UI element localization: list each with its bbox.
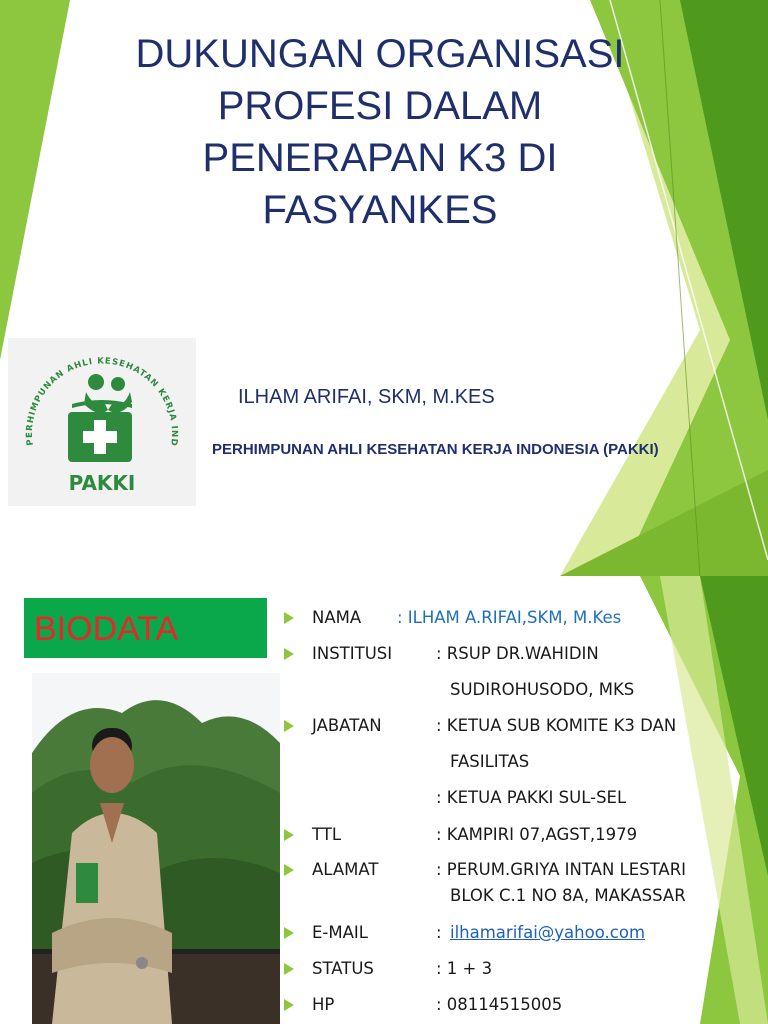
bio-value: : KAMPIRI 07,AGST,1979 xyxy=(436,825,638,844)
title-line: FASYANKES xyxy=(262,188,498,232)
bio-value: SUDIROHUSODO, MKS xyxy=(450,680,635,699)
bio-value: : ILHAM A.RIFAI,SKM, M.Kes xyxy=(397,608,622,627)
bullet-icon xyxy=(284,963,294,975)
pakki-logo-icon xyxy=(8,338,196,506)
bio-value: FASILITAS xyxy=(450,752,530,771)
biodata-heading: BIODATA xyxy=(34,610,179,648)
bullet-icon xyxy=(284,999,294,1011)
profile-photo xyxy=(32,673,280,1024)
bio-value: : KETUA SUB KOMITE K3 DAN xyxy=(436,716,677,735)
bio-label: ALAMAT xyxy=(312,860,379,879)
bullet-icon xyxy=(284,720,294,732)
bio-label: INSTITUSI xyxy=(312,644,393,663)
bio-label: HP xyxy=(312,995,335,1014)
biodata-slide xyxy=(0,576,768,1024)
slide-title xyxy=(80,28,680,236)
pakki-logo xyxy=(8,338,196,506)
bio-value: : KETUA PAKKI SUL-SEL xyxy=(436,788,627,807)
title-line: PENERAPAN K3 DI xyxy=(202,136,558,180)
title-line: PROFESI DALAM xyxy=(217,84,543,128)
bullet-icon xyxy=(284,648,294,660)
title-line: DUKUNGAN ORGANISASI xyxy=(135,32,625,76)
bullet-icon xyxy=(284,829,294,841)
bio-value-prefix: : xyxy=(436,923,442,942)
bullet-icon xyxy=(284,864,294,876)
bio-label: E-MAIL xyxy=(312,923,368,942)
bio-value: : 08114515005 xyxy=(436,995,563,1014)
bio-value: BLOK C.1 NO 8A, MAKASSAR xyxy=(450,886,686,905)
biodata-heading-box xyxy=(24,598,267,658)
email-link[interactable]: ilhamarifai@yahoo.com xyxy=(450,923,646,942)
author-name: ILHAM ARIFAI, SKM, M.KES xyxy=(238,386,495,408)
bio-value: : RSUP DR.WAHIDIN xyxy=(436,644,599,663)
organization-name: PERHIMPUNAN AHLI KESEHATAN KERJA INDONESIA (PAKKI) xyxy=(212,441,659,458)
bio-label: NAMA xyxy=(312,608,362,627)
left-green-band xyxy=(0,0,70,360)
bio-label: TTL xyxy=(312,825,342,844)
bullet-icon xyxy=(284,612,294,624)
bio-label: JABATAN xyxy=(312,716,382,735)
bio-value: : PERUM.GRIYA INTAN LESTARI xyxy=(436,860,687,879)
logo-ring-text: PERHIMPUNAN AHLI KESEHATAN KERJA IND xyxy=(24,356,180,448)
bio-value: : 1 + 3 xyxy=(436,959,493,978)
bio-label: STATUS xyxy=(312,959,374,978)
bullet-icon xyxy=(284,927,294,939)
logo-wordmark: PAKKI xyxy=(68,471,136,495)
